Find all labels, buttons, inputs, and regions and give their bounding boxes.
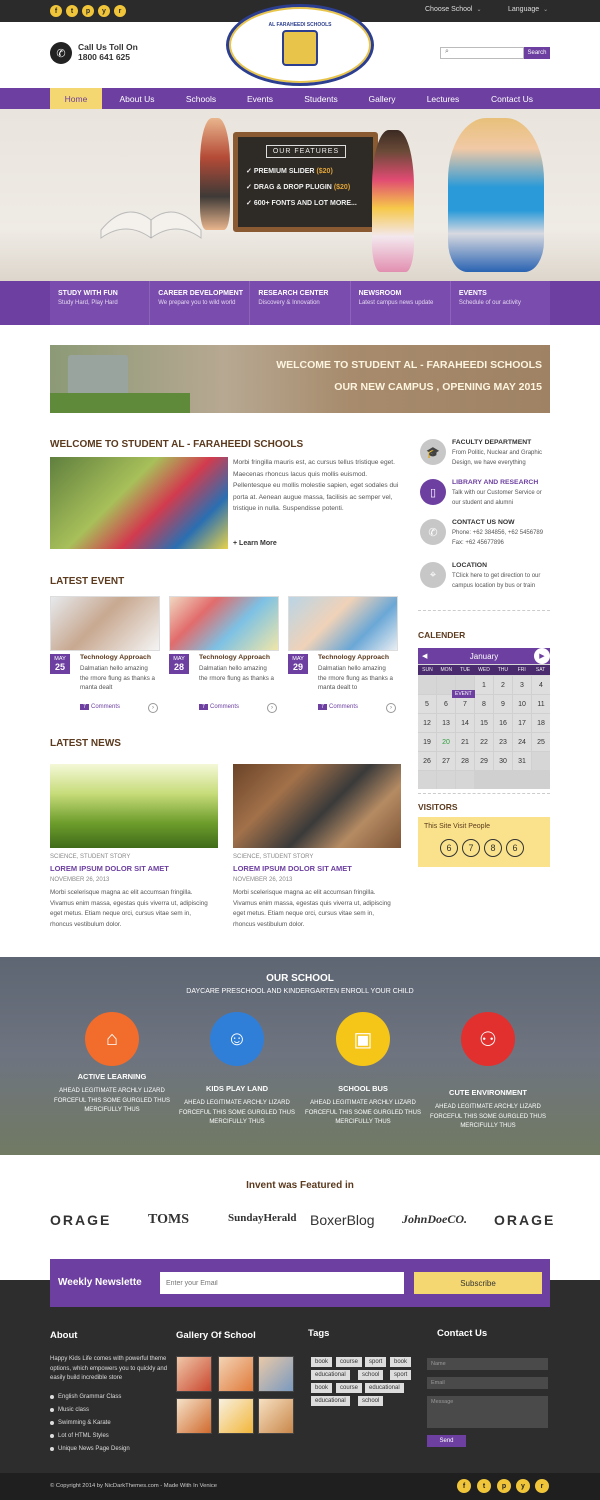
location-icon: ⌖ xyxy=(420,562,446,588)
brand-logo[interactable]: JohnDoeCO. xyxy=(402,1212,468,1226)
list-item: English Grammar Class xyxy=(50,1390,130,1403)
calendar-title: CALENDER xyxy=(418,630,466,640)
brand-logo[interactable]: ORAGE xyxy=(494,1212,556,1228)
gallery-thumb[interactable] xyxy=(218,1398,254,1434)
feature-newsroom[interactable]: NEWSROOM Latest campus news update xyxy=(351,281,451,325)
chevron-down-icon: ⌄ xyxy=(476,7,482,13)
chalkboard xyxy=(233,132,378,232)
tag[interactable]: school xyxy=(358,1396,383,1406)
calendar-day[interactable]: 21 xyxy=(456,733,474,751)
learn-more-link[interactable]: + Learn More xyxy=(233,540,277,547)
calendar-month: January xyxy=(469,651,499,661)
info-desc: Talk with our Customer Service or our student and alumni xyxy=(452,490,542,506)
tag[interactable]: school xyxy=(358,1370,383,1380)
news-card[interactable] xyxy=(50,764,218,928)
event-image xyxy=(288,596,398,651)
calendar-day[interactable]: 25 xyxy=(532,733,550,751)
school-feature[interactable]: ⌂ ACTIVE LEARNING AHEAD LEGITIMATE ARCHLY LIZARD FORCEFUL THIS SOME GURGLED THUS MERCIFULLY THUS xyxy=(52,1012,172,1116)
learn-more-label: Learn More xyxy=(239,540,277,547)
logo-emblem xyxy=(282,30,318,66)
visitors-title: VISITORS xyxy=(418,802,458,812)
latest-news-title: LATEST NEWS xyxy=(50,738,121,749)
call-number: 1800 641 625 xyxy=(78,52,130,62)
calendar-day[interactable]: 31 xyxy=(513,752,531,770)
info-location[interactable] xyxy=(418,562,550,596)
calendar-day[interactable]: 11 xyxy=(532,695,550,713)
calendar-day[interactable]: 12 xyxy=(418,714,436,732)
calendar-day[interactable]: 13 xyxy=(437,714,455,732)
event-title: Technology Approach xyxy=(318,654,389,661)
message-field[interactable]: Message xyxy=(427,1396,548,1428)
calendar-day[interactable]: 2 xyxy=(494,676,512,694)
name-field[interactable]: Name xyxy=(427,1358,548,1370)
divider xyxy=(418,793,550,794)
news-date: NOVEMBER 26, 2013 xyxy=(233,877,293,883)
news-date: NOVEMBER 26, 2013 xyxy=(50,877,110,883)
calendar-day xyxy=(532,752,550,770)
chevron-left-icon[interactable]: ◀ xyxy=(422,653,428,660)
tag[interactable]: course xyxy=(336,1383,362,1393)
calendar-day[interactable]: 3 xyxy=(513,676,531,694)
calendar-day xyxy=(437,771,455,789)
visitor-digits: 6 7 8 6 xyxy=(440,839,524,857)
main-nav xyxy=(0,88,600,109)
tag[interactable]: educational xyxy=(311,1396,350,1406)
news-title[interactable]: LOREM IPSUM DOLOR SIT AMET xyxy=(50,864,169,873)
arrow-right-icon[interactable]: › xyxy=(386,703,396,713)
news-image xyxy=(50,764,218,848)
info-title: LIBRARY AND RESEARCH xyxy=(452,479,539,486)
event-card[interactable] xyxy=(50,596,160,718)
news-title[interactable]: LOREM IPSUM DOLOR SIT AMET xyxy=(233,864,352,873)
calendar-header xyxy=(418,648,550,664)
nav-contact-us[interactable]: Contact Us xyxy=(490,93,534,104)
newsletter-title: Weekly Newslette xyxy=(58,1277,142,1288)
feature-career-development[interactable]: CAREER DEVELOPMENT We prepare you to wild world xyxy=(150,281,250,325)
event-comments[interactable]: 7 Comments xyxy=(318,704,358,710)
calendar-day[interactable]: 28 xyxy=(456,752,474,770)
footer-gallery-title: Gallery Of School xyxy=(176,1330,256,1341)
calendar-day[interactable]: 30 xyxy=(494,752,512,770)
calendar-day[interactable]: 20 xyxy=(437,733,455,751)
calendar-day[interactable]: 29 xyxy=(475,752,493,770)
nav-lectures[interactable]: Lectures xyxy=(426,93,460,104)
nav-about-us[interactable]: About Us xyxy=(119,93,155,104)
info-contact[interactable] xyxy=(418,519,550,553)
event-title: Technology Approach xyxy=(80,654,151,661)
calendar-weekdays: SUN MON TUE WED THU FRI SAT xyxy=(418,665,550,675)
calendar-day[interactable]: 24 xyxy=(513,733,531,751)
calendar-day[interactable]: 17 xyxy=(513,714,531,732)
feature-line: ✓ DRAG & DROP PLUGIN ($20) xyxy=(246,184,351,191)
rss-icon[interactable]: r xyxy=(114,5,126,17)
welcome-text: Morbi fringilla mauris est, ac cursus tellus tristique eget. Maecenas rhoncus lacus quis mollis euismod. Pellentesque eu mollis molestie sapien, eget sodales dui porta at. Aenean augue massa, facilisis ac semper vel, tristique in nulla. Suspendisse potenti. xyxy=(233,459,399,512)
pinterest-icon[interactable]: p xyxy=(82,5,94,17)
gallery-thumb[interactable] xyxy=(176,1356,212,1392)
calendar-day[interactable]: 8 xyxy=(475,695,493,713)
school-logo[interactable] xyxy=(226,4,374,86)
calendar-day[interactable]: 7 xyxy=(456,695,474,713)
info-desc: TClick here to get direction to our campus location by bus or train xyxy=(452,573,541,589)
tag[interactable]: book xyxy=(390,1357,411,1367)
swing-icon: ☺ xyxy=(210,1012,264,1066)
news-text: Morbi scelerisque magna ac elit accumsan fringilla. Vivamus enim massa, egestas quis viverra ut, adipiscing eget metus. Etiam neque orci, cursus vitae sem in, rhoncus vestibulum dolor. xyxy=(233,889,391,928)
welcome-image xyxy=(50,457,228,549)
gallery-thumb[interactable] xyxy=(176,1398,212,1434)
calendar-day[interactable]: 23 xyxy=(494,733,512,751)
calendar-day xyxy=(418,676,436,694)
nav-gallery[interactable]: Gallery xyxy=(368,93,396,104)
phone-icon: ✆ xyxy=(50,42,72,64)
tag[interactable]: sport xyxy=(390,1370,411,1380)
logo-text: AL FARAHEEDI SCHOOLS xyxy=(268,22,332,28)
twitter-icon[interactable]: t xyxy=(66,5,78,17)
welcome-title: WELCOME TO STUDENT AL - FARAHEEDI SCHOOLS xyxy=(50,439,304,450)
footer-about-list xyxy=(50,1390,130,1455)
search-icon: ⌕ xyxy=(445,48,449,55)
send-button[interactable]: Send xyxy=(427,1435,466,1447)
calendar-day[interactable]: 9 xyxy=(494,695,512,713)
event-comments[interactable]: 7 Comments xyxy=(80,704,120,710)
search-input[interactable] xyxy=(440,47,524,59)
hero-boy xyxy=(448,118,544,272)
arrow-right-icon[interactable]: › xyxy=(148,703,158,713)
event-date: MAY 25 xyxy=(50,654,70,674)
brand-logo[interactable]: BoxerBlog xyxy=(310,1212,375,1228)
school-icon: ⌂ xyxy=(85,1012,139,1066)
calendar-day[interactable]: 22 xyxy=(475,733,493,751)
tag[interactable]: educational xyxy=(311,1370,350,1380)
subscribe-button[interactable]: Subscribe xyxy=(414,1272,542,1294)
calendar-day[interactable]: 18 xyxy=(532,714,550,732)
choose-school-label: Choose School xyxy=(425,6,473,13)
event-card[interactable] xyxy=(169,596,279,718)
tag[interactable]: course xyxy=(336,1357,362,1367)
event-desc: Dalmatian hello amazing the rmore flung as thanks a xyxy=(199,665,274,682)
tag[interactable]: sport xyxy=(365,1357,386,1367)
nav-students[interactable]: Students xyxy=(304,93,338,104)
list-item: Music class xyxy=(50,1403,130,1416)
calendar-day[interactable]: 16 xyxy=(494,714,512,732)
calendar-day[interactable]: 14 xyxy=(456,714,474,732)
list-item: Swimming & Karate xyxy=(50,1416,130,1429)
info-library[interactable] xyxy=(418,479,550,513)
copyright: © Copyright 2014 by NicDarkThemes.com - Made With In Venice xyxy=(50,1483,217,1489)
latest-event-title: LATEST EVENT xyxy=(50,576,125,587)
calendar xyxy=(418,648,550,774)
featured-title: Invent was Featured in xyxy=(246,1180,354,1191)
chevron-right-icon[interactable]: ▶ xyxy=(534,648,550,664)
visitor-counter xyxy=(418,817,550,867)
rss-icon[interactable]: r xyxy=(535,1479,549,1493)
book-image xyxy=(96,190,206,245)
phone-icon: ✆ xyxy=(420,519,446,545)
calendar-day[interactable]: 26 xyxy=(418,752,436,770)
language-label: Language xyxy=(508,6,540,13)
nav-schools[interactable]: Schools xyxy=(185,93,217,104)
chevron-down-icon: ⌄ xyxy=(543,7,549,13)
footer-contact-title: Contact Us xyxy=(437,1328,488,1339)
calendar-day[interactable]: 27 xyxy=(437,752,455,770)
youtube-icon[interactable]: y xyxy=(516,1479,530,1493)
hero-girl xyxy=(372,130,414,272)
info-title: CONTACT US NOW xyxy=(452,519,515,526)
info-faculty[interactable] xyxy=(418,439,550,473)
event-card[interactable] xyxy=(288,596,398,718)
gallery-thumb[interactable] xyxy=(258,1398,294,1434)
tag[interactable]: book xyxy=(311,1383,332,1393)
youtube-icon[interactable]: y xyxy=(98,5,110,17)
calendar-day[interactable]: 5 xyxy=(418,695,436,713)
pinterest-icon[interactable]: p xyxy=(497,1479,511,1493)
info-desc: Phone: +62 384856, +62 5456789 Fax: +62 45677896 xyxy=(452,530,544,546)
event-desc: Dalmatian hello amazing the rmore flung as thanks a manta dealt to xyxy=(318,665,393,691)
calendar-day[interactable]: 6 xyxy=(437,695,455,713)
news-text: Morbi scelerisque magna ac elit accumsan fringilla. Vivamus enim massa, egestas quis viverra ut, adipiscing eget metus. Etiam neque orci, cursus vitae sem in, rhoncus vestibulum dolor. xyxy=(50,889,208,928)
footer-tags-title: Tags xyxy=(308,1328,330,1339)
event-desc: Dalmatian hello amazing the rmore flung as thanks a manta dealt xyxy=(80,665,155,691)
calendar-day xyxy=(456,771,474,789)
info-desc: From Politic, Nuclear and Graphic Design, we have everything xyxy=(452,450,543,466)
school-feature[interactable]: ☺ KIDS PLAY LAND AHEAD LEGITIMATE ARCHLY LIZARD FORCEFUL THIS SOME GURGLED THUS MERCIFULLY THUS xyxy=(177,1012,297,1128)
search-button[interactable]: Search xyxy=(524,47,550,59)
footer-about-title: About xyxy=(50,1330,78,1341)
our-school-title: OUR SCHOOL xyxy=(266,973,334,984)
feature-events[interactable]: EVENTS Schedule of our activity xyxy=(458,290,521,306)
brand-logo[interactable]: ORAGE xyxy=(50,1212,112,1228)
nav-home[interactable]: Home xyxy=(50,88,102,109)
calendar-day[interactable]: 4 xyxy=(532,676,550,694)
feature-strip xyxy=(50,281,550,325)
news-category: SCIENCE, STUDENT STORY xyxy=(233,854,314,860)
choose-school-dropdown[interactable] xyxy=(425,6,482,13)
calendar-day[interactable]: 19 xyxy=(418,733,436,751)
list-item: Lot of HTML Styles xyxy=(50,1429,130,1442)
lawn-image xyxy=(50,393,190,413)
nav-events[interactable]: Events xyxy=(247,93,273,104)
campus-banner[interactable] xyxy=(50,345,550,413)
tag[interactable]: book xyxy=(311,1357,332,1367)
brand-logo[interactable]: TOMS xyxy=(148,1212,189,1227)
school-feature[interactable]: ⚇ CUTE ENVIRONMENT AHEAD LEGITIMATE ARCHLY LIZARD FORCEFUL THIS SOME GURGLED THUS MERCIFULLY THUS xyxy=(428,1012,548,1132)
gallery-thumb[interactable] xyxy=(218,1356,254,1392)
banner-line2: OUR NEW CAMPUS , OPENING MAY 2015 xyxy=(334,381,542,393)
news-image xyxy=(233,764,401,848)
info-title: FACULTY DEPARTMENT xyxy=(452,439,532,446)
event-image xyxy=(50,596,160,651)
twitter-icon[interactable]: t xyxy=(477,1479,491,1493)
email-field[interactable]: Email xyxy=(427,1377,548,1389)
facebook-icon[interactable]: f xyxy=(50,5,62,17)
call-us xyxy=(78,42,138,62)
brand-logo[interactable]: SundayHerald xyxy=(228,1212,297,1224)
info-title: LOCATION xyxy=(452,562,487,569)
event-title: Technology Approach xyxy=(199,654,270,661)
graduation-cap-icon: 🎓 xyxy=(420,439,446,465)
list-item: Unique News Page Design xyxy=(50,1442,130,1455)
bus-icon: ▣ xyxy=(336,1012,390,1066)
news-card[interactable] xyxy=(233,764,401,928)
banner-line1: WELCOME TO STUDENT AL - FARAHEEDI SCHOOLS xyxy=(276,359,542,371)
event-date: MAY 29 xyxy=(288,654,308,674)
feature-line: ✓ PREMIUM SLIDER ($20) xyxy=(246,168,333,175)
event-comments[interactable]: 7 Comments xyxy=(199,704,239,710)
our-school-subtitle: DAYCARE PRESCHOOL AND KINDERGARTEN ENROLL YOUR CHILD xyxy=(186,988,414,995)
feature-research-center[interactable]: RESEARCH CENTER Discovery & Innovation xyxy=(250,281,350,325)
children-icon: ⚇ xyxy=(461,1012,515,1066)
calendar-day[interactable]: 15 xyxy=(475,714,493,732)
tag[interactable]: educational xyxy=(365,1383,404,1393)
news-category: SCIENCE, STUDENT STORY xyxy=(50,854,131,860)
chalkboard-title: OUR FEATURES xyxy=(266,145,346,158)
event-date: MAY 28 xyxy=(169,654,189,674)
school-feature[interactable]: ▣ SCHOOL BUS AHEAD LEGITIMATE ARCHLY LIZARD FORCEFUL THIS SOME GURGLED THUS MERCIFULLY THUS xyxy=(303,1012,423,1128)
language-dropdown[interactable] xyxy=(508,6,548,13)
building-image xyxy=(68,355,128,395)
gallery-thumb[interactable] xyxy=(258,1356,294,1392)
call-label: Call Us Toll On xyxy=(78,42,138,52)
event-image xyxy=(169,596,279,651)
feature-line: ✓ 600+ FONTS AND LOT MORE... xyxy=(246,200,357,207)
feature-study-with-fun[interactable]: STUDY WITH FUN Study Hard, Play Hard xyxy=(50,281,150,325)
book-icon: ▯ xyxy=(420,479,446,505)
calendar-day[interactable]: 10 xyxy=(513,695,531,713)
newsletter-email-input[interactable] xyxy=(160,1272,404,1294)
facebook-icon[interactable]: f xyxy=(457,1479,471,1493)
calendar-grid xyxy=(418,676,550,789)
footer-about-text: Happy Kids Life comes with powerful theme options, which empowers you to quickly and easily build incredible store xyxy=(50,1356,168,1381)
event-tooltip: EVENT xyxy=(452,690,475,698)
arrow-right-icon[interactable]: › xyxy=(267,703,277,713)
visitor-label: This Site Visit People xyxy=(424,823,491,830)
calendar-day[interactable]: 1 xyxy=(475,676,493,694)
calendar-day xyxy=(418,771,436,789)
divider xyxy=(418,610,550,611)
